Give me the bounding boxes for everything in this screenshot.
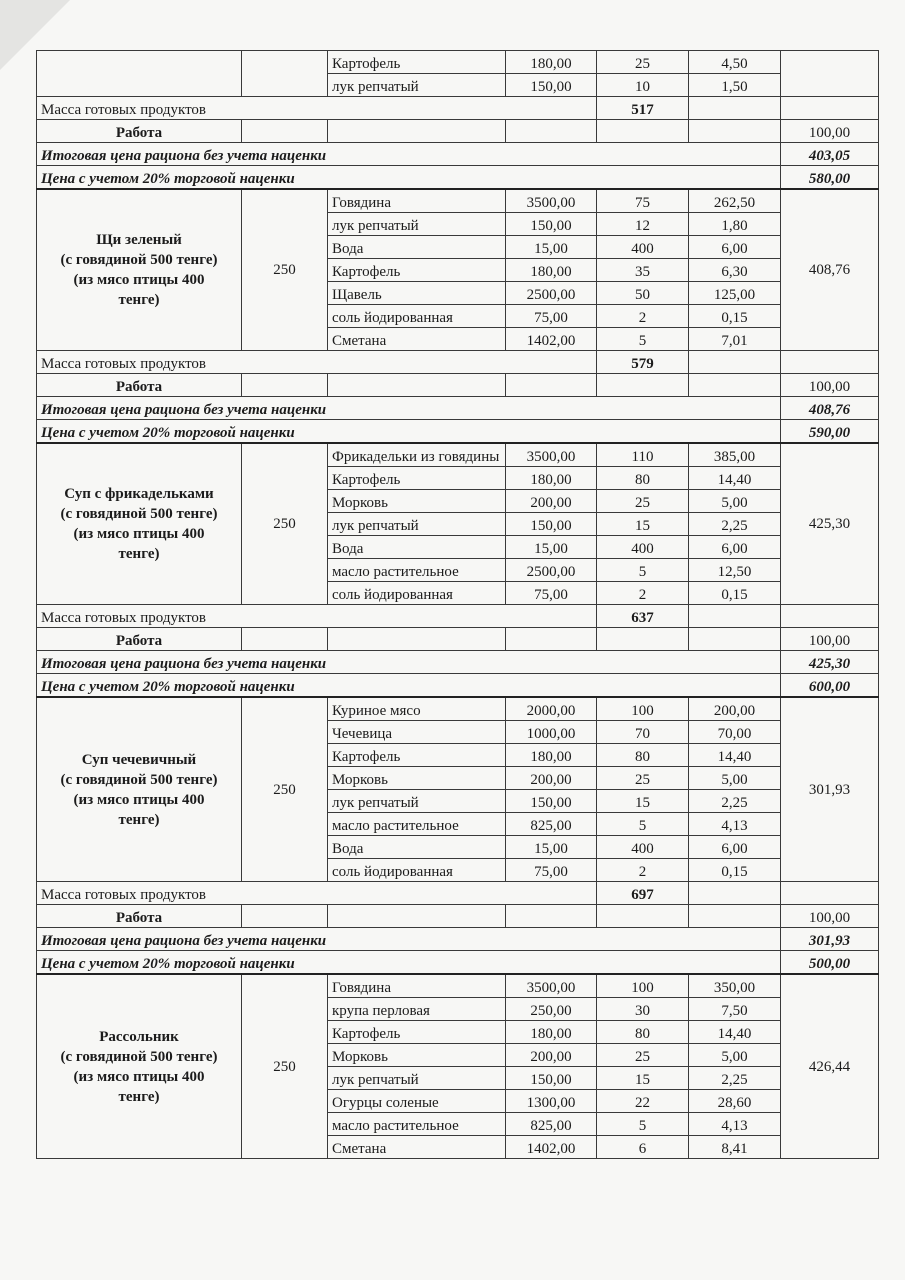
ration-price-table (36, 50, 879, 1159)
ingredient-price: 150,00 (506, 213, 597, 236)
ingredient-sum: 2,25 (689, 790, 781, 813)
work-row (37, 374, 879, 397)
ingredient-name: Картофель (328, 51, 506, 74)
ingredient-sum: 1,50 (689, 74, 781, 97)
price-markup-label: Цена с учетом 20% торговой наценки (37, 166, 781, 190)
price-no-markup-value: 301,93 (781, 928, 879, 951)
ingredient-price: 180,00 (506, 744, 597, 767)
ingredient-qty: 22 (597, 1090, 689, 1113)
ingredient-qty: 25 (597, 51, 689, 74)
ingredient-name: Картофель (328, 467, 506, 490)
empty-cell (506, 120, 597, 143)
ingredient-price: 180,00 (506, 51, 597, 74)
ingredient-sum: 200,00 (689, 697, 781, 721)
ingredient-price: 150,00 (506, 74, 597, 97)
price-markup-row (37, 951, 879, 975)
ingredient-sum: 12,50 (689, 559, 781, 582)
work-row (37, 628, 879, 651)
ingredient-sum: 28,60 (689, 1090, 781, 1113)
ingredient-sum: 14,40 (689, 1021, 781, 1044)
ingredient-name: Говядина (328, 974, 506, 998)
ingredient-qty: 80 (597, 467, 689, 490)
ingredient-price: 180,00 (506, 467, 597, 490)
dish-name: Рассольник (с говядиной 500 тенге) (из мясо птицы 400 тенге) (37, 974, 242, 1159)
dish-total (781, 51, 879, 97)
ingredient-row (37, 974, 879, 998)
ingredient-sum: 0,15 (689, 305, 781, 328)
price-table-container (36, 50, 878, 1159)
ingredient-name: Сметана (328, 328, 506, 351)
ingredient-sum: 14,40 (689, 744, 781, 767)
empty-cell (689, 351, 781, 374)
ingredient-sum: 4,50 (689, 51, 781, 74)
ingredient-qty: 15 (597, 790, 689, 813)
mass-row (37, 97, 879, 120)
dish-weight: 250 (242, 189, 328, 351)
mass-row (37, 605, 879, 628)
ingredient-sum: 2,25 (689, 513, 781, 536)
empty-cell (506, 905, 597, 928)
ingredient-price: 1402,00 (506, 1136, 597, 1159)
price-no-markup-label: Итоговая цена рациона без учета наценки (37, 143, 781, 166)
mass-label: Масса готовых продуктов (37, 605, 597, 628)
ingredient-sum: 6,00 (689, 836, 781, 859)
price-no-markup-label: Итоговая цена рациона без учета наценки (37, 397, 781, 420)
ingredient-price: 2500,00 (506, 559, 597, 582)
ingredient-name: лук репчатый (328, 1067, 506, 1090)
ingredient-price: 250,00 (506, 998, 597, 1021)
empty-cell (328, 905, 506, 928)
ingredient-price: 1000,00 (506, 721, 597, 744)
ingredient-name: лук репчатый (328, 513, 506, 536)
ingredient-name: Куриное мясо (328, 697, 506, 721)
ingredient-name: лук репчатый (328, 790, 506, 813)
price-markup-row (37, 166, 879, 190)
ingredient-price: 3500,00 (506, 974, 597, 998)
ingredient-name: Щавель (328, 282, 506, 305)
ingredient-sum: 14,40 (689, 467, 781, 490)
empty-cell (781, 351, 879, 374)
dish-name: Суп с фрикадельками (с говядиной 500 тенге) (из мясо птицы 400 тенге) (37, 443, 242, 605)
ingredient-sum: 2,25 (689, 1067, 781, 1090)
ingredient-price: 2000,00 (506, 697, 597, 721)
ingredient-sum: 70,00 (689, 721, 781, 744)
mass-value: 697 (597, 882, 689, 905)
empty-cell (689, 905, 781, 928)
ingredient-qty: 5 (597, 328, 689, 351)
ingredient-price: 825,00 (506, 1113, 597, 1136)
ingredient-sum: 262,50 (689, 189, 781, 213)
ingredient-price: 15,00 (506, 236, 597, 259)
price-markup-label: Цена с учетом 20% торговой наценки (37, 420, 781, 444)
ingredient-price: 180,00 (506, 1021, 597, 1044)
empty-cell (242, 628, 328, 651)
dish-weight (242, 51, 328, 97)
dish-weight: 250 (242, 697, 328, 882)
ingredient-name: Морковь (328, 1044, 506, 1067)
price-no-markup-value: 425,30 (781, 651, 879, 674)
ingredient-sum: 1,80 (689, 213, 781, 236)
ingredient-name: Вода (328, 536, 506, 559)
ingredient-qty: 15 (597, 513, 689, 536)
mass-label: Масса готовых продуктов (37, 351, 597, 374)
ingredient-name: соль йодированная (328, 305, 506, 328)
ingredient-name: Картофель (328, 259, 506, 282)
ingredient-name: Чечевица (328, 721, 506, 744)
ingredient-qty: 5 (597, 1113, 689, 1136)
price-markup-label: Цена с учетом 20% торговой наценки (37, 674, 781, 698)
empty-cell (597, 905, 689, 928)
empty-cell (597, 120, 689, 143)
dish-weight: 250 (242, 974, 328, 1159)
ingredient-price: 1402,00 (506, 328, 597, 351)
ingredient-sum: 0,15 (689, 859, 781, 882)
ingredient-sum: 350,00 (689, 974, 781, 998)
ingredient-price: 200,00 (506, 490, 597, 513)
ingredient-name: лук репчатый (328, 74, 506, 97)
empty-cell (328, 120, 506, 143)
price-no-markup-value: 408,76 (781, 397, 879, 420)
ingredient-sum: 4,13 (689, 1113, 781, 1136)
mass-value: 637 (597, 605, 689, 628)
work-row (37, 120, 879, 143)
ingredient-qty: 400 (597, 836, 689, 859)
empty-cell (328, 374, 506, 397)
ingredient-qty: 50 (597, 282, 689, 305)
ingredient-sum: 0,15 (689, 582, 781, 605)
ingredient-qty: 80 (597, 744, 689, 767)
ingredient-price: 3500,00 (506, 189, 597, 213)
work-label: Работа (37, 628, 242, 651)
empty-cell (506, 628, 597, 651)
ingredient-name: лук репчатый (328, 213, 506, 236)
price-markup-value: 580,00 (781, 166, 879, 190)
ingredient-name: крупа перловая (328, 998, 506, 1021)
ingredient-sum: 5,00 (689, 1044, 781, 1067)
empty-cell (242, 374, 328, 397)
price-markup-value: 590,00 (781, 420, 879, 444)
ingredient-qty: 2 (597, 305, 689, 328)
price-no-markup-row (37, 397, 879, 420)
ingredient-qty: 70 (597, 721, 689, 744)
ingredient-name: Фрикадельки из говядины (328, 443, 506, 467)
ingredient-qty: 2 (597, 859, 689, 882)
price-markup-row (37, 674, 879, 698)
work-row (37, 905, 879, 928)
dish-total: 425,30 (781, 443, 879, 605)
empty-cell (781, 97, 879, 120)
price-markup-value: 500,00 (781, 951, 879, 975)
price-no-markup-row (37, 928, 879, 951)
work-label: Работа (37, 374, 242, 397)
ingredient-price: 150,00 (506, 1067, 597, 1090)
empty-cell (597, 374, 689, 397)
dish-total: 408,76 (781, 189, 879, 351)
ingredient-sum: 6,00 (689, 236, 781, 259)
ingredient-qty: 6 (597, 1136, 689, 1159)
ingredient-qty: 25 (597, 767, 689, 790)
ingredient-sum: 5,00 (689, 490, 781, 513)
dish-name: Суп чечевичный (с говядиной 500 тенге) (из мясо птицы 400 тенге) (37, 697, 242, 882)
ingredient-name: соль йодированная (328, 582, 506, 605)
price-no-markup-value: 403,05 (781, 143, 879, 166)
ingredient-price: 825,00 (506, 813, 597, 836)
ingredient-qty: 100 (597, 974, 689, 998)
ingredient-price: 180,00 (506, 259, 597, 282)
empty-cell (689, 374, 781, 397)
mass-label: Масса готовых продуктов (37, 97, 597, 120)
price-markup-value: 600,00 (781, 674, 879, 698)
ingredient-price: 15,00 (506, 536, 597, 559)
dish-weight: 250 (242, 443, 328, 605)
ingredient-name: Сметана (328, 1136, 506, 1159)
price-no-markup-label: Итоговая цена рациона без учета наценки (37, 651, 781, 674)
work-label: Работа (37, 120, 242, 143)
ingredient-name: масло растительное (328, 1113, 506, 1136)
mass-row (37, 882, 879, 905)
ingredient-sum: 6,30 (689, 259, 781, 282)
ingredient-sum: 4,13 (689, 813, 781, 836)
empty-cell (506, 374, 597, 397)
price-no-markup-row (37, 143, 879, 166)
ingredient-price: 150,00 (506, 790, 597, 813)
empty-cell (242, 905, 328, 928)
ingredient-price: 1300,00 (506, 1090, 597, 1113)
empty-cell (781, 882, 879, 905)
empty-cell (328, 628, 506, 651)
ingredient-sum: 7,50 (689, 998, 781, 1021)
ingredient-sum: 8,41 (689, 1136, 781, 1159)
ingredient-qty: 5 (597, 559, 689, 582)
work-value: 100,00 (781, 120, 879, 143)
ingredient-price: 15,00 (506, 836, 597, 859)
ingredient-sum: 7,01 (689, 328, 781, 351)
empty-cell (689, 882, 781, 905)
ingredient-qty: 10 (597, 74, 689, 97)
dish-name: Щи зеленый (с говядиной 500 тенге) (из мясо птицы 400 тенге) (37, 189, 242, 351)
work-value: 100,00 (781, 374, 879, 397)
mass-value: 517 (597, 97, 689, 120)
ingredient-qty: 400 (597, 236, 689, 259)
ingredient-name: Вода (328, 836, 506, 859)
ingredient-name: Огурцы соленые (328, 1090, 506, 1113)
ingredient-name: соль йодированная (328, 859, 506, 882)
ingredient-qty: 5 (597, 813, 689, 836)
table-body (37, 51, 879, 1159)
work-value: 100,00 (781, 905, 879, 928)
ingredient-name: Морковь (328, 490, 506, 513)
ingredient-qty: 2 (597, 582, 689, 605)
dish-total: 301,93 (781, 697, 879, 882)
ingredient-price: 75,00 (506, 305, 597, 328)
price-no-markup-label: Итоговая цена рациона без учета наценки (37, 928, 781, 951)
ingredient-name: Картофель (328, 744, 506, 767)
ingredient-qty: 100 (597, 697, 689, 721)
ingredient-price: 3500,00 (506, 443, 597, 467)
price-markup-label: Цена с учетом 20% торговой наценки (37, 951, 781, 975)
ingredient-sum: 385,00 (689, 443, 781, 467)
empty-cell (242, 120, 328, 143)
dish-name (37, 51, 242, 97)
ingredient-qty: 75 (597, 189, 689, 213)
empty-cell (689, 97, 781, 120)
ingredient-qty: 15 (597, 1067, 689, 1090)
mass-row (37, 351, 879, 374)
empty-cell (689, 605, 781, 628)
ingredient-name: масло растительное (328, 813, 506, 836)
ingredient-name: Морковь (328, 767, 506, 790)
ingredient-sum: 5,00 (689, 767, 781, 790)
ingredient-qty: 110 (597, 443, 689, 467)
work-value: 100,00 (781, 628, 879, 651)
price-no-markup-row (37, 651, 879, 674)
ingredient-price: 200,00 (506, 767, 597, 790)
ingredient-price: 75,00 (506, 582, 597, 605)
ingredient-qty: 30 (597, 998, 689, 1021)
ingredient-sum: 125,00 (689, 282, 781, 305)
price-markup-row (37, 420, 879, 444)
ingredient-row (37, 51, 879, 74)
ingredient-price: 2500,00 (506, 282, 597, 305)
ingredient-name: Вода (328, 236, 506, 259)
ingredient-sum: 6,00 (689, 536, 781, 559)
mass-value: 579 (597, 351, 689, 374)
empty-cell (689, 628, 781, 651)
ingredient-qty: 35 (597, 259, 689, 282)
ingredient-qty: 25 (597, 1044, 689, 1067)
dish-total: 426,44 (781, 974, 879, 1159)
mass-label: Масса готовых продуктов (37, 882, 597, 905)
ingredient-qty: 12 (597, 213, 689, 236)
ingredient-row (37, 697, 879, 721)
ingredient-qty: 80 (597, 1021, 689, 1044)
ingredient-price: 200,00 (506, 1044, 597, 1067)
empty-cell (597, 628, 689, 651)
work-label: Работа (37, 905, 242, 928)
ingredient-name: Говядина (328, 189, 506, 213)
empty-cell (689, 120, 781, 143)
ingredient-price: 150,00 (506, 513, 597, 536)
ingredient-name: масло растительное (328, 559, 506, 582)
ingredient-qty: 400 (597, 536, 689, 559)
ingredient-price: 75,00 (506, 859, 597, 882)
empty-cell (781, 605, 879, 628)
ingredient-name: Картофель (328, 1021, 506, 1044)
ingredient-row (37, 443, 879, 467)
ingredient-row (37, 189, 879, 213)
ingredient-qty: 25 (597, 490, 689, 513)
